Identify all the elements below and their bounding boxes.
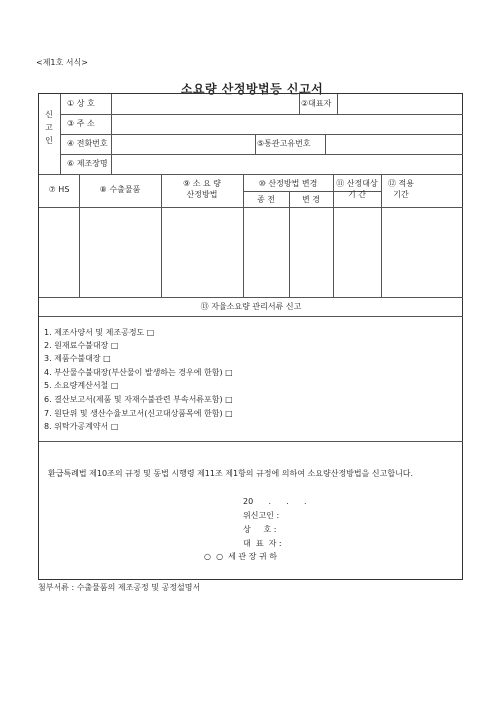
- export-goods-header: ⑧ 수출물품: [99, 185, 141, 194]
- attachment-note: 첨부서류 : 수출물품의 제조공정 및 공정설명서: [38, 583, 201, 592]
- period-header-line2: 기 간: [348, 190, 366, 199]
- period-header-line1: ⑪ 산정대상: [336, 179, 378, 188]
- change-after-header: 변 경: [302, 195, 320, 204]
- list-item: 3. 제품수불대장 □: [44, 354, 111, 363]
- field-divider: [255, 134, 256, 154]
- list-item: 1. 제조사양서 및 제조공정도 □: [44, 328, 155, 337]
- declaration-text: 환급특례법 제10조의 규정 및 동법 시행령 제11조 제1항의 규정에 의하여 소요량산정방법을 신고합니다.: [48, 469, 414, 478]
- hs-header: ⑦ HS: [48, 185, 70, 194]
- addressee-line: ○ ○ 세 관 장 귀 하: [204, 552, 277, 561]
- applicant-line: 위신고인 :: [243, 511, 280, 520]
- list-item: 2. 원재료수불대장 □: [44, 341, 119, 350]
- date-line: 20 . . .: [243, 497, 307, 506]
- list-item: 4. 부산물수불대장(부산물이 발생하는 경우에 한함) □: [44, 368, 233, 377]
- apply-header-line1: ⑫ 적용: [388, 179, 414, 188]
- representative-line: 대 표 자 :: [243, 539, 282, 548]
- page-title: 소요량 산정방법등 신고서: [180, 82, 324, 96]
- list-item: 7. 원단위 및 생산수율보고서(신고대상품목에 한함) □: [44, 409, 233, 418]
- documents-header-line: [39, 316, 463, 317]
- applicant-side-label: 신고인: [45, 110, 53, 145]
- table-header-line: [39, 207, 463, 208]
- form-number: <제1호 서식>: [36, 58, 88, 67]
- phone-label: ④ 전화번호: [67, 139, 108, 148]
- table-bottom-line: [39, 297, 463, 298]
- row-line: [60, 114, 463, 115]
- col-line: [289, 191, 290, 297]
- row-line: [60, 154, 463, 155]
- field-divider: [299, 94, 300, 114]
- change-before-header: 종 전: [257, 195, 275, 204]
- list-item: 8. 위탁가공계약서 □: [44, 422, 119, 431]
- field-divider: [325, 134, 326, 154]
- documents-bottom-line: [39, 441, 463, 442]
- label-divider: [111, 94, 112, 174]
- address-label: ③ 주 소: [67, 119, 95, 128]
- documents-header: ⑬ 자율소요량 관리서류 신고: [200, 302, 302, 311]
- list-item: 5. 소요량계산서철 □: [44, 381, 119, 390]
- list-item: 6. 결산보고서(제품 및 자재수불관련 부속서류포함) □: [44, 395, 233, 404]
- customs-id-label: ⑤통관고유번호: [257, 139, 311, 148]
- col-line: [243, 174, 244, 297]
- method-header-line2: 산정방법: [186, 190, 218, 199]
- manufacturer-label: ⑥ 제조장명: [67, 159, 108, 168]
- method-header-line1: ⑨ 소 요 량: [183, 179, 221, 188]
- apply-header-line2: 기간: [393, 190, 409, 199]
- field-divider: [337, 94, 338, 114]
- company-label: ① 상 호: [67, 99, 95, 108]
- row-line: [39, 174, 463, 175]
- row-line: [60, 134, 463, 135]
- representative-label: ②대표자: [301, 99, 332, 108]
- change-header: ⑩ 산정방법 변경: [258, 179, 318, 188]
- company-line: 상 호 :: [243, 525, 277, 534]
